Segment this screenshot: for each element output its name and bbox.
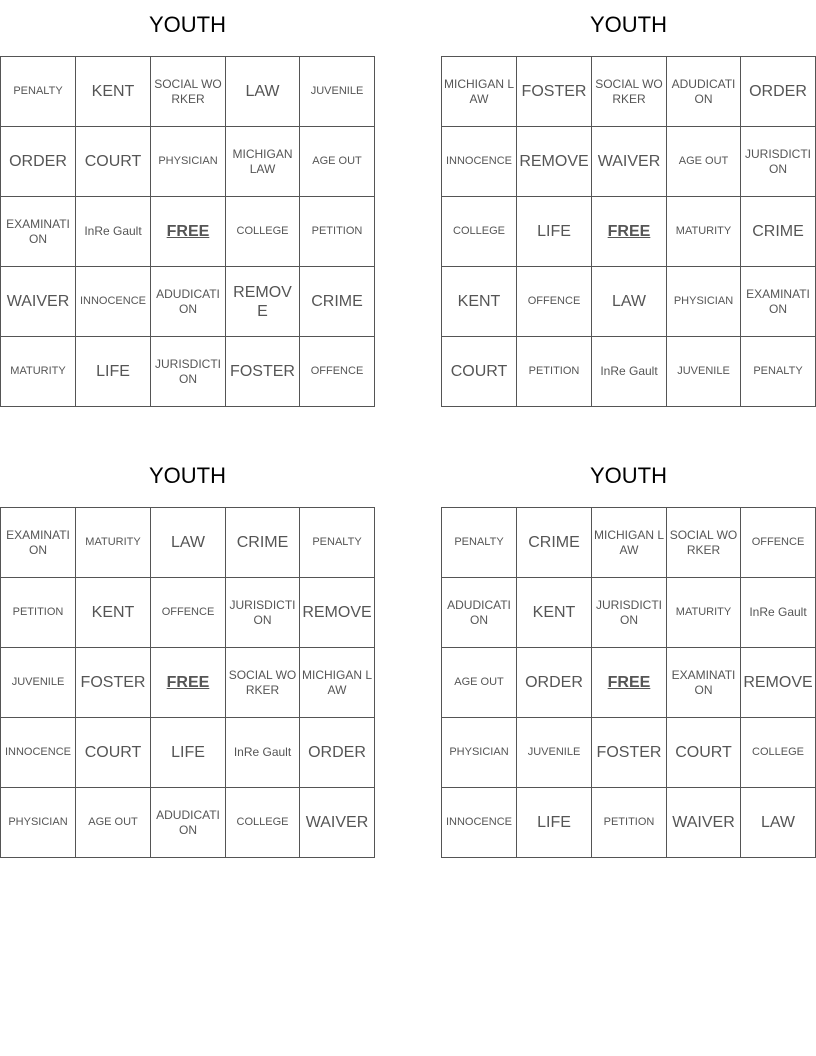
card-title: YOUTH [590, 12, 667, 37]
bingo-cell: InRe Gault [592, 337, 667, 407]
bingo-cell: INNOCENCE [76, 267, 151, 337]
bingo-cell: FOSTER [226, 337, 300, 407]
free-space-cell: FREE [592, 197, 667, 267]
bingo-cell: WAIVER [667, 788, 741, 858]
bingo-cell: COLLEGE [442, 197, 517, 267]
bingo-cell: CRIME [517, 508, 592, 578]
bingo-cell: MATURITY [76, 508, 151, 578]
bingo-cell: COURT [76, 127, 151, 197]
bingo-cell: OFFENCE [741, 508, 816, 578]
bingo-cell: JUVENILE [667, 337, 741, 407]
bingo-cell: LIFE [517, 197, 592, 267]
bingo-cell: JURISDICTION [151, 337, 226, 407]
bingo-cell: PETITION [517, 337, 592, 407]
bingo-cell: LIFE [151, 718, 226, 788]
bingo-cell: LAW [592, 267, 667, 337]
bingo-cell: REMOVE [741, 648, 816, 718]
free-space-cell: FREE [592, 648, 667, 718]
bingo-grid [441, 507, 816, 858]
bingo-cell: ORDER [741, 57, 816, 127]
bingo-cell: MICHIGAN LAW [592, 508, 667, 578]
bingo-cell: WAIVER [1, 267, 76, 337]
bingo-cell: MICHIGAN LAW [442, 57, 517, 127]
bingo-cell: PHYSICIAN [667, 267, 741, 337]
bingo-cell: FOSTER [592, 718, 667, 788]
bingo-cell: PENALTY [442, 508, 517, 578]
bingo-cell: LAW [741, 788, 816, 858]
bingo-cell: COLLEGE [741, 718, 816, 788]
bingo-cell: InRe Gault [741, 578, 816, 648]
bingo-cell: CRIME [741, 197, 816, 267]
bingo-cell: MATURITY [667, 197, 741, 267]
bingo-cell: LIFE [76, 337, 151, 407]
bingo-cell: MATURITY [1, 337, 76, 407]
card-title: YOUTH [149, 463, 226, 488]
bingo-cell: REMOVE [300, 578, 375, 648]
bingo-cell: REMOVE [517, 127, 592, 197]
bingo-cell: SOCIAL WORKER [226, 648, 300, 718]
bingo-grid [0, 56, 375, 407]
bingo-cell: MICHIGAN LAW [226, 127, 300, 197]
bingo-cell: ADUDICATION [667, 57, 741, 127]
bingo-cell: MATURITY [667, 578, 741, 648]
bingo-cell: LIFE [517, 788, 592, 858]
bingo-cell: PHYSICIAN [1, 788, 76, 858]
bingo-cell: AGE OUT [667, 127, 741, 197]
bingo-cell: ADUDICATION [442, 578, 517, 648]
bingo-cell: JURISDICTION [226, 578, 300, 648]
bingo-cell: FOSTER [517, 57, 592, 127]
bingo-cell: InRe Gault [76, 197, 151, 267]
bingo-cell: InRe Gault [226, 718, 300, 788]
bingo-cell: REMOVE [226, 267, 300, 337]
bingo-cell: EXAMINATION [741, 267, 816, 337]
bingo-cell: WAIVER [300, 788, 375, 858]
bingo-cell: CRIME [300, 267, 375, 337]
bingo-cell: ADUDICATION [151, 788, 226, 858]
bingo-cell: KENT [442, 267, 517, 337]
bingo-cell: EXAMINATION [1, 508, 76, 578]
bingo-cell: KENT [76, 578, 151, 648]
card-title: YOUTH [149, 12, 226, 37]
bingo-cell: COURT [76, 718, 151, 788]
bingo-cell: EXAMINATION [1, 197, 76, 267]
bingo-cell: SOCIAL WORKER [151, 57, 226, 127]
bingo-cell: PETITION [1, 578, 76, 648]
bingo-cell: WAIVER [592, 127, 667, 197]
bingo-cell: SOCIAL WORKER [667, 508, 741, 578]
bingo-cell: JURISDICTION [592, 578, 667, 648]
free-space-cell: FREE [151, 648, 226, 718]
bingo-cell: AGE OUT [76, 788, 151, 858]
bingo-cell: PHYSICIAN [442, 718, 517, 788]
bingo-cell: MICHIGAN LAW [300, 648, 375, 718]
bingo-cell: PENALTY [1, 57, 76, 127]
bingo-cell: ORDER [300, 718, 375, 788]
bingo-cell: OFFENCE [300, 337, 375, 407]
bingo-cell: FOSTER [76, 648, 151, 718]
bingo-grid [441, 56, 816, 407]
bingo-cell: JUVENILE [1, 648, 76, 718]
bingo-cell: ADUDICATION [151, 267, 226, 337]
bingo-cell: JURISDICTION [741, 127, 816, 197]
bingo-cell: KENT [76, 57, 151, 127]
bingo-cell: INNOCENCE [442, 127, 517, 197]
bingo-cell: LAW [226, 57, 300, 127]
bingo-cell: AGE OUT [442, 648, 517, 718]
bingo-cell: JUVENILE [300, 57, 375, 127]
bingo-cell: COURT [667, 718, 741, 788]
bingo-cell: COURT [442, 337, 517, 407]
bingo-grid [0, 507, 375, 858]
bingo-cell: CRIME [226, 508, 300, 578]
bingo-cell: ORDER [1, 127, 76, 197]
bingo-cell: AGE OUT [300, 127, 375, 197]
bingo-cell: PETITION [300, 197, 375, 267]
bingo-cell: INNOCENCE [442, 788, 517, 858]
bingo-cell: PENALTY [300, 508, 375, 578]
bingo-cell: PHYSICIAN [151, 127, 226, 197]
free-space-cell: FREE [151, 197, 226, 267]
bingo-cell: SOCIAL WORKER [592, 57, 667, 127]
bingo-cell: EXAMINATION [667, 648, 741, 718]
bingo-cell: ORDER [517, 648, 592, 718]
bingo-cell: INNOCENCE [1, 718, 76, 788]
card-title: YOUTH [590, 463, 667, 488]
bingo-cell: OFFENCE [517, 267, 592, 337]
bingo-cell: COLLEGE [226, 788, 300, 858]
bingo-cell: PETITION [592, 788, 667, 858]
bingo-cell: LAW [151, 508, 226, 578]
bingo-cell: JUVENILE [517, 718, 592, 788]
bingo-cell: COLLEGE [226, 197, 300, 267]
bingo-cell: PENALTY [741, 337, 816, 407]
bingo-cell: OFFENCE [151, 578, 226, 648]
bingo-cell: KENT [517, 578, 592, 648]
